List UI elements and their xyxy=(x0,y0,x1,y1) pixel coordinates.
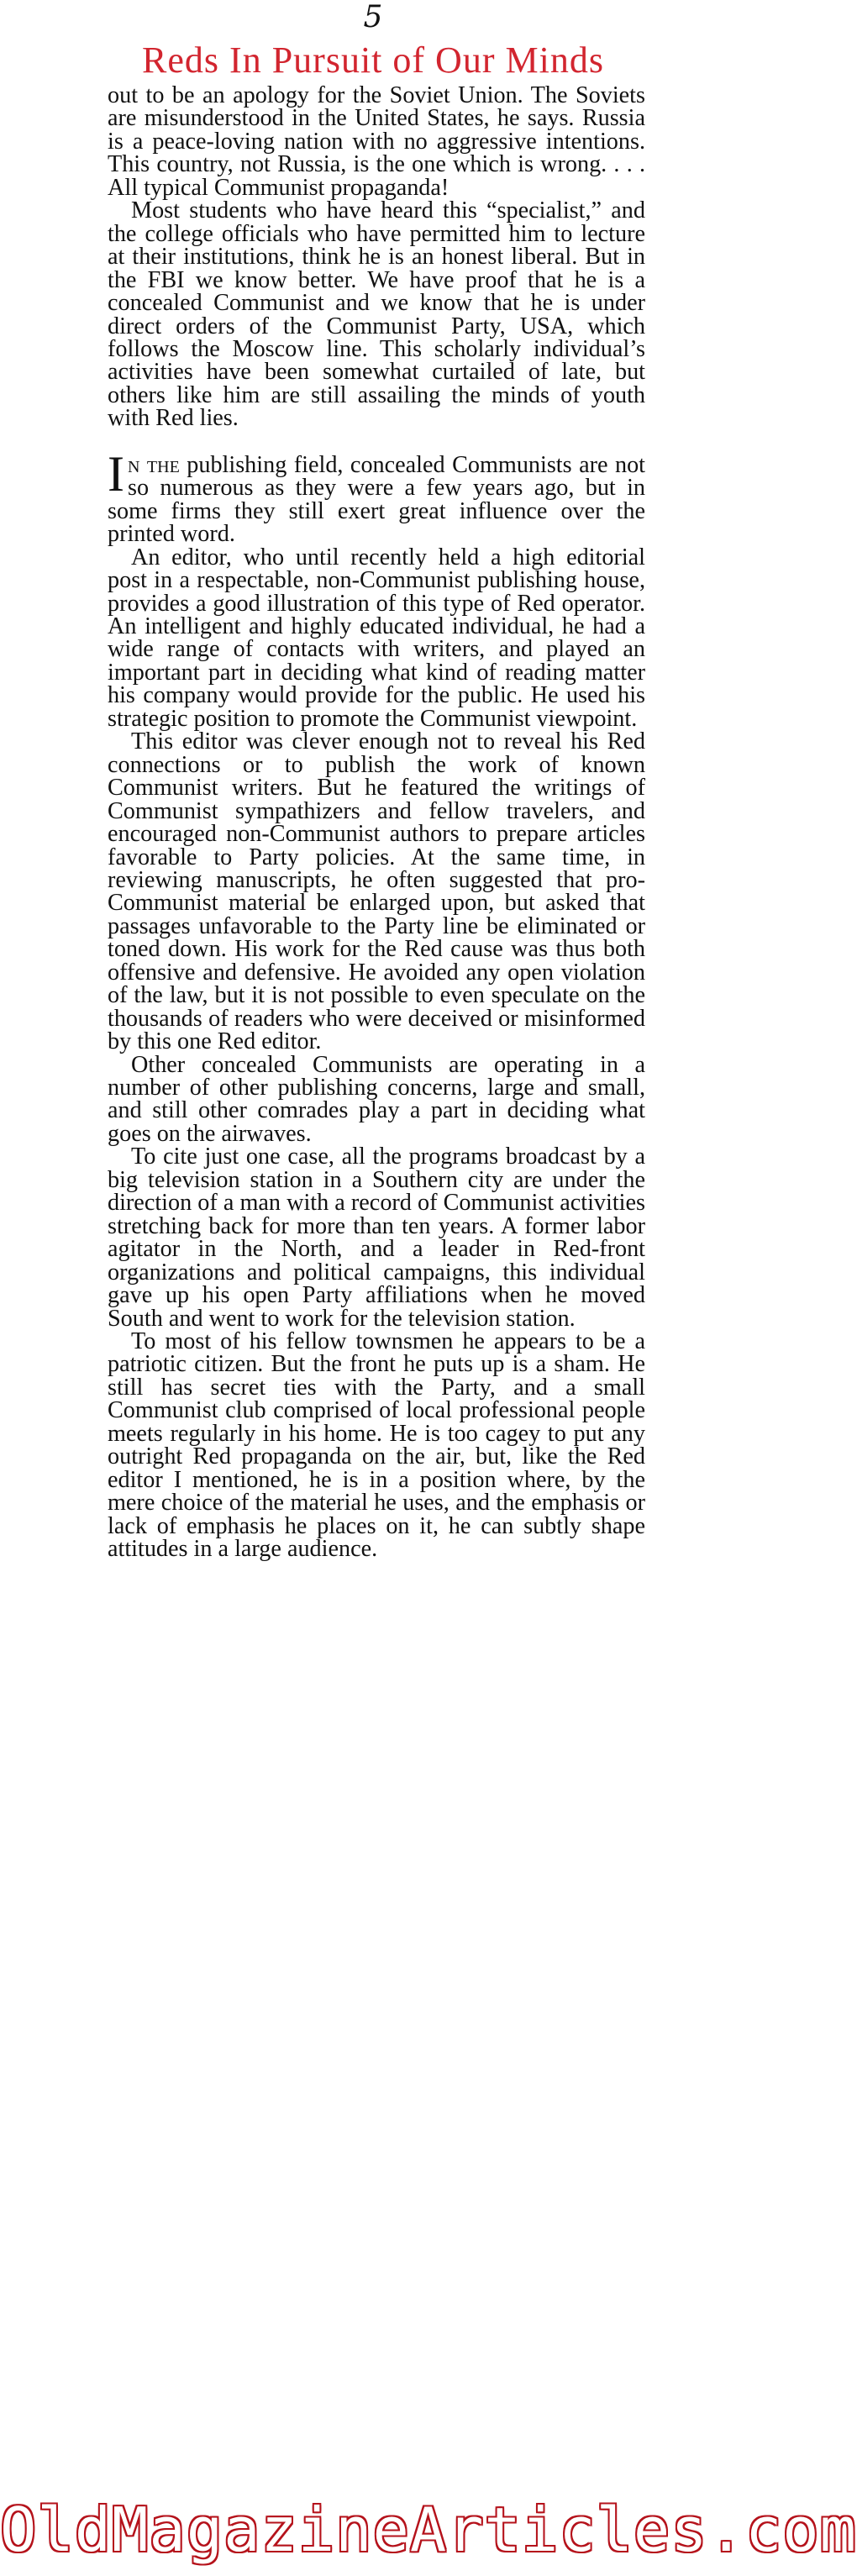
article-paragraph: out to be an apology for the Soviet Union. The Soviets are misunderstood in the United States, he says. Russia is a peace-loving nation with no aggressive intentions. This country, not Russia, is the one which is wrong. . . . All typical Communist propaganda! xyxy=(108,82,645,201)
article-paragraph: This editor was clever enough not to reveal his Red connections or to publish the work of known Communist writers. But he featured the writings of Communist sympathizers and fellow travelers, and encouraged non-Communist authors to prepare articles favorable to Party policies. At the same time, in reviewing manuscripts, he often suggested that pro-Communist material be enlarged upon, but asked that passages unfavorable to the Party line be eliminated or toned down. His work for the Red cause was thus both offensive and defensive. He avoided any open violation of the law, but it is not possible to even speculate on the thousands of readers who were deceived or misinformed by this one Red editor. xyxy=(108,728,645,1055)
article-paragraph: To most of his fellow townsmen he appears to be a patriotic citizen. But the front he puts up is a sham. He still has secret ties with the Party, and a small Communist club comprised of local professional people meets regularly in his home. He is too cagey to put any outright Red propaganda on the air, but, like the Red editor I mentioned, he is in a position where, by the mere choice of the material he uses, and the emphasis or lack of emphasis he places on it, he can subtly shape attitudes in a large audience. xyxy=(108,1328,645,1563)
article-paragraph: Other concealed Communists are operating in a number of other publishing concerns, large and small, and still other comrades play a part in deciding what goes on the airwaves. xyxy=(108,1051,645,1147)
page-number: 5 xyxy=(363,0,383,34)
small-caps-lead: n the xyxy=(127,451,180,478)
article-paragraph: To cite just one case, all the programs broadcast by a big television station in a Southern city are under the direction of a man with a record of Communist activities stretching back for more than ten years. A former labor agitator in the North, and a leader in Red-front organizations and political campaigns, this individual gave up his open Party affiliations when he moved South and went to work for the television station. xyxy=(108,1143,645,1332)
article-body xyxy=(108,84,645,1561)
page-title: Reds In Pursuit of Our Minds xyxy=(142,39,604,81)
drop-cap: I xyxy=(108,445,124,502)
section-opening-paragraph xyxy=(108,445,645,548)
article-paragraph: An editor, who until recently held a high editorial post in a respectable, non-Communist publishing house, provides a good illustration of this type of Red operator. An intelligent and highly educated individual, he had a wide range of contacts with writers, and played an important part in deciding what kind of reading matter his company would provide for the public. He used his strategic position to promote the Communist viewpoint. xyxy=(108,544,645,732)
paragraph-text: publishing field, concealed Communists are not so numerous as they were a few years ago, but in some firms they still exert great influence over the printed word. xyxy=(108,451,645,548)
article-paragraph: Most students who have heard this “specialist,” and the college officials who have permitted him to lecture at their institutions, think he is an honest liberal. But in the FBI we know better. We have proof that he is a concealed Communist and we know that he is under direct orders of the Communist Party, USA, which follows the Moscow line. This scholarly individual’s activities have been somewhat curtailed of late, but others like him are still assailing the minds of youth with Red lies. xyxy=(108,197,645,432)
site-watermark: OldMagazineArticles.com xyxy=(0,2495,857,2565)
